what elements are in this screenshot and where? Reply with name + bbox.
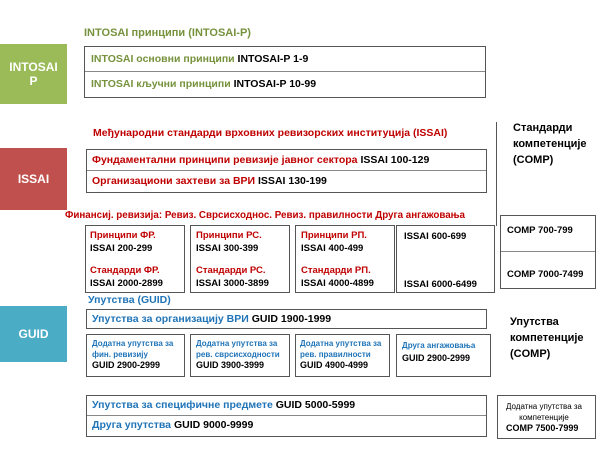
guid-other-code: GUID 2900-2999 — [402, 353, 471, 363]
comp-guidance-code: COMP 7500-7999 — [506, 423, 579, 433]
guid-financial-line2: фин. ревизију — [92, 350, 148, 359]
comp-standards-title-line1: Стандарди — [513, 122, 573, 134]
guid-other-text — [402, 340, 475, 364]
issai-audit-types-header: Финансиј. ревизија: Ревиз. Сврсисходнос. Ревиз. правилности Друга ангажовања — [65, 210, 466, 221]
intosai-p-category-line1: INTOSAI — [9, 60, 58, 74]
issai-performance-standards — [196, 264, 269, 290]
issai-fundamental-code: ISSAI 100-129 — [360, 154, 430, 166]
issai-financial-standards-code: ISSAI 2000-2899 — [90, 278, 163, 289]
issai-financial-standards — [90, 264, 163, 290]
comp-guidance-line2: компетенције — [519, 413, 569, 422]
issai-category: ISSAI — [0, 148, 67, 210]
comp-guidance-title — [510, 314, 584, 362]
guid-other-box — [396, 334, 491, 377]
comp-guidance-title-line3: (COMP) — [510, 348, 551, 360]
intosai-p-founding-label: INTOSAI основни принципи — [91, 53, 238, 65]
intosai-p-box — [84, 46, 486, 98]
guid-financial-line1: Додатна упутства за — [92, 339, 174, 348]
guid-compliance-line1: Додатна упутства за — [300, 339, 382, 348]
comp-standards-box — [500, 215, 596, 289]
issai-other-code2: ISSAI 6000-6499 — [404, 279, 477, 290]
issai-row-fundamental — [92, 154, 429, 166]
guid-subject-box — [86, 395, 487, 437]
issai-compliance-standards — [301, 264, 374, 290]
guid-subject-label: Упутства за специфичне предмете — [92, 399, 276, 411]
guid-row-subject — [92, 399, 355, 411]
issai-compliance-standards-code: ISSAI 4000-4899 — [301, 278, 374, 289]
guid-compliance-code: GUID 4900-4999 — [300, 360, 369, 370]
intosai-p-divider — [85, 71, 485, 72]
issai-other-code1: ISSAI 600-699 — [404, 231, 467, 242]
issai-performance-standards-code: ISSAI 3000-3899 — [196, 278, 269, 289]
issai-performance-principles-code: ISSAI 300-399 — [196, 243, 259, 254]
guid-other-guidance-label: Друга упутства — [92, 419, 174, 431]
issai-fundamental-divider — [87, 170, 486, 171]
guid-compliance-text — [300, 338, 381, 371]
guid-performance-line2: рев. сврсисходности — [196, 350, 280, 359]
guid-subject-code: GUID 5000-5999 — [275, 399, 356, 411]
guid-performance-box — [190, 334, 290, 377]
guid-other-line1: Друга ангажовања — [402, 341, 476, 350]
guid-subject-divider — [87, 415, 486, 416]
issai-fundamental-box — [86, 149, 487, 193]
issai-compliance-standards-label: Стандарди РП. — [301, 265, 371, 276]
guid-financial-text — [92, 338, 173, 371]
issai-financial-principles-code: ISSAI 200-299 — [90, 243, 153, 254]
issai-financial-principles — [90, 229, 156, 255]
intosai-p-founding-code: INTOSAI-P 1-9 — [237, 53, 309, 65]
comp-standards-code2: COMP 7000-7499 — [507, 269, 584, 280]
issai-compliance-principles — [301, 229, 367, 255]
guid-organisation-code: GUID 1900-1999 — [251, 313, 332, 325]
comp-guidance-title-line1: Упутства — [510, 316, 559, 328]
issai-header: Међународни стандарди врховних ревизорских институција (ISSAI) — [93, 127, 448, 139]
issai-financial-standards-label: Стандарди ФР. — [90, 265, 160, 276]
issai-fundamental-label: Фундаментални принципи ревизије јавног сектора — [92, 154, 361, 166]
intosai-p-category-line2: P — [29, 74, 38, 88]
issai-financial-principles-label: Принципи ФР. — [90, 230, 156, 241]
guid-category: GUID — [0, 306, 67, 362]
issai-row-organisational — [92, 175, 327, 187]
guid-row-organisation — [92, 313, 331, 325]
guid-performance-line1: Додатна упутства за — [196, 339, 278, 348]
comp-guidance-title-line2: компетенције — [510, 332, 584, 344]
guid-performance-text — [196, 338, 280, 371]
issai-organisational-label: Организациони захтеви за ВРИ — [92, 175, 259, 187]
comp-standards-divider — [501, 251, 595, 252]
guid-header: Упутства (GUID) — [88, 294, 171, 306]
guid-compliance-box — [295, 334, 390, 377]
issai-performance-principles — [196, 229, 262, 255]
guid-financial-box — [86, 334, 185, 377]
intosai-p-row-founding — [91, 53, 308, 65]
comp-standards-title-line3: (COMP) — [513, 154, 554, 166]
guid-other-guidance-code: GUID 9000-9999 — [173, 419, 254, 431]
guid-financial-code: GUID 2900-2999 — [92, 360, 161, 370]
guid-row-other — [92, 419, 253, 431]
comp-standards-title-line2: компетенције — [513, 138, 587, 150]
guid-organisation-box — [86, 309, 487, 329]
guid-compliance-line2: рев. правилности — [300, 350, 371, 359]
comp-separator-line — [496, 122, 497, 226]
comp-standards-title — [513, 120, 587, 168]
intosai-p-core-label: INTOSAI кључни принципи — [91, 78, 234, 90]
issai-performance-standards-label: Стандарди РС. — [196, 265, 266, 276]
issai-performance-box — [190, 225, 290, 293]
guid-organisation-label: Упутства за организацију ВРИ — [92, 313, 252, 325]
intosai-p-core-code: INTOSAI-P 10-99 — [233, 78, 317, 90]
issai-compliance-box — [295, 225, 395, 293]
comp-guidance-line1: Додатна упутства за — [506, 402, 582, 411]
issai-other-box — [396, 225, 495, 293]
intosai-p-category — [0, 44, 67, 104]
issai-performance-principles-label: Принципи РС. — [196, 230, 262, 241]
comp-standards-code1: COMP 700-799 — [507, 225, 573, 236]
intosai-p-header: INTOSAI принципи (INTOSAI-P) — [84, 27, 251, 39]
comp-guidance-text — [506, 401, 582, 434]
guid-performance-code: GUID 3900-3999 — [196, 360, 265, 370]
issai-compliance-principles-code: ISSAI 400-499 — [301, 243, 364, 254]
issai-financial-box — [85, 225, 185, 293]
issai-compliance-principles-label: Принципи РП. — [301, 230, 367, 241]
intosai-p-row-core — [91, 78, 316, 90]
issai-organisational-code: ISSAI 130-199 — [258, 175, 327, 187]
comp-guidance-box — [497, 395, 596, 439]
